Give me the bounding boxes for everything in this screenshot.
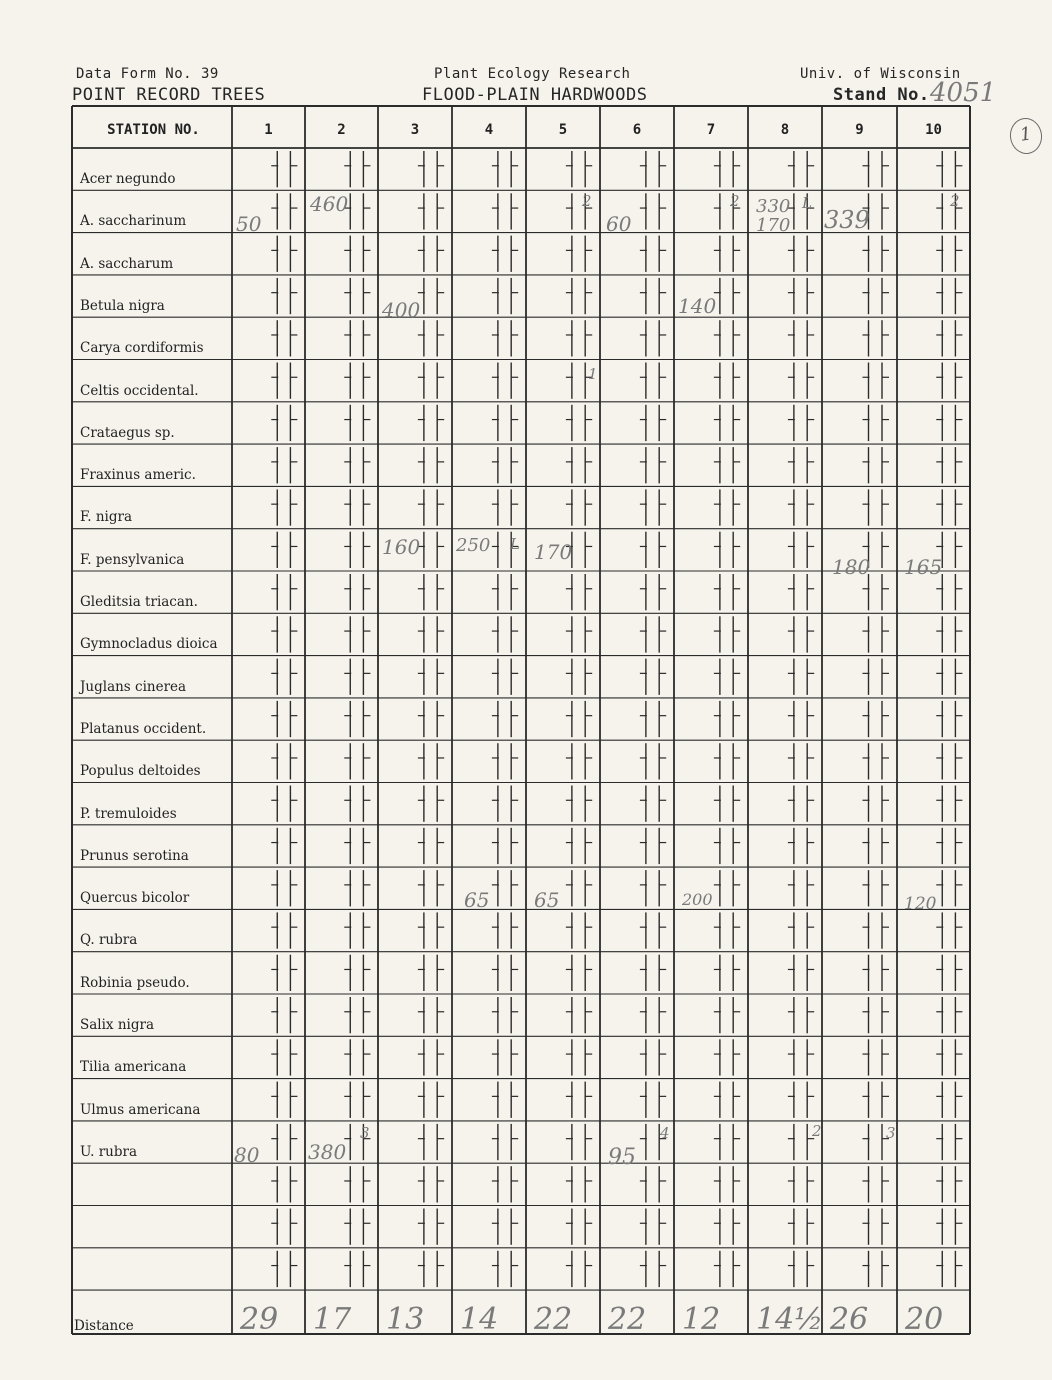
species-label: Crataegus sp. (80, 424, 175, 441)
species-label: A. saccharinum (80, 213, 187, 230)
station-header-2: 2 (337, 122, 346, 138)
entry-f-pensylvanica-s10: 165 (904, 555, 943, 579)
mark-u-rubra-s9: 3 (886, 1124, 896, 1142)
entry-quercus-bicolor-s4: 65 (464, 888, 490, 912)
mark-a-saccharinum-s5: 2 (582, 192, 592, 210)
station-header-9: 9 (855, 122, 864, 138)
species-label: A. saccharum (80, 255, 174, 272)
distance-label: Distance (74, 1318, 134, 1334)
entry-f-pensylvanica-s9: 180 (832, 555, 871, 579)
mark-u-rubra-s6: 4 (660, 1124, 670, 1142)
entry-a-saccharinum-s6: 60 (606, 212, 632, 236)
species-label: Populus deltoides (80, 763, 201, 780)
page-number-circle: 1 (1008, 116, 1045, 156)
mark-u-rubra-s8: 2 (812, 1122, 822, 1140)
subject-title: FLOOD-PLAIN HARDWOODS (422, 85, 648, 105)
distance-station-1: 29 (240, 1302, 279, 1337)
form-number: Data Form No. 39 (76, 66, 219, 82)
station-header-10: 10 (925, 122, 942, 138)
species-label: Gleditsia triacan. (80, 594, 198, 610)
distance-station-4: 14 (460, 1302, 499, 1337)
entry-u-rubra-s1: 80 (234, 1143, 260, 1167)
distance-station-8: 14½ (756, 1302, 824, 1337)
species-label: Salix nigra (80, 1017, 154, 1033)
entry-u-rubra-s2: 380 (308, 1140, 347, 1164)
species-label: Robinia pseudo. (80, 974, 190, 991)
station-header-3: 3 (410, 122, 420, 138)
species-label: F. nigra (80, 509, 133, 526)
distance-station-7: 12 (682, 1302, 721, 1337)
stand-number-value: 4051 (930, 78, 997, 108)
distance-station-9: 26 (830, 1302, 869, 1337)
species-label: Platanus occident. (80, 720, 207, 737)
species-label: Prunus serotina (80, 847, 189, 864)
species-label: Celtis occidental. (80, 382, 199, 399)
entry-betula-nigra-s7: 140 (678, 294, 717, 318)
station-header-1: 1 (264, 122, 273, 138)
species-label: Juglans cinerea (80, 678, 187, 695)
entry-a-saccharinum-s1: 50 (236, 212, 262, 236)
entry-a-saccharinum-s2: 460 (310, 192, 349, 216)
species-label: P. tremuloides (80, 805, 177, 822)
distance-station-2: 17 (313, 1302, 352, 1337)
species-label: Carya cordiformis (80, 340, 204, 357)
form-title: POINT RECORD TREES (72, 85, 266, 105)
mark-a-saccharinum-s7: 2 (730, 192, 740, 210)
mark-f-pensylvanica-s4: L (510, 535, 520, 553)
distance-station-10: 20 (905, 1302, 944, 1337)
mark-celtis-s5: 1 (588, 365, 598, 383)
stand-label: Stand No. (833, 85, 930, 105)
entry-a-saccharinum-s8-b: 170 (756, 215, 791, 236)
entry-quercus-bicolor-s10: 120 (904, 894, 937, 914)
species-label: Q. rubra (80, 932, 138, 949)
university: Univ. of Wisconsin (800, 66, 961, 82)
entry-f-pensylvanica-s4: 250 (456, 535, 491, 556)
entry-f-pensylvanica-s3: 160 (382, 535, 421, 559)
mark-a-saccharinum-s8: L (802, 194, 812, 212)
mark-a-saccharinum-s10: 2 (950, 192, 960, 210)
species-label: Tilia americana (80, 1059, 187, 1076)
entry-f-pensylvanica-s5: 170 (534, 540, 573, 564)
entry-quercus-bicolor-s5: 65 (534, 888, 560, 912)
species-label: Fraxinus americ. (80, 467, 196, 484)
species-label: Ulmus americana (80, 1101, 201, 1118)
species-label: Quercus bicolor (80, 890, 190, 907)
species-label: Gymnocladus dioica (80, 636, 218, 653)
entry-a-saccharinum-s8-a: 330 (756, 196, 791, 217)
mark-u-rubra-s2: 3 (360, 1124, 370, 1142)
entry-betula-nigra-s3: 400 (382, 298, 421, 322)
distance-station-3: 13 (386, 1302, 425, 1337)
species-label: Acer negundo (80, 171, 176, 187)
entry-a-saccharinum-s9: 339 (824, 206, 870, 234)
station-header-5: 5 (558, 122, 568, 138)
station-header: STATION NO. (107, 122, 200, 138)
entry-u-rubra-s6: 95 (608, 1145, 636, 1170)
entry-quercus-bicolor-s7: 200 (682, 890, 713, 909)
station-header-7: 7 (706, 122, 716, 138)
station-header-4: 4 (484, 122, 494, 138)
organization: Plant Ecology Research (434, 66, 631, 82)
station-header-8: 8 (780, 122, 790, 138)
species-label: F. pensylvanica (80, 551, 185, 568)
station-header-6: 6 (632, 122, 642, 138)
species-label: U. rubra (80, 1143, 138, 1160)
distance-station-6: 22 (608, 1302, 647, 1337)
distance-station-5: 22 (534, 1302, 573, 1337)
species-label: Betula nigra (80, 297, 165, 314)
